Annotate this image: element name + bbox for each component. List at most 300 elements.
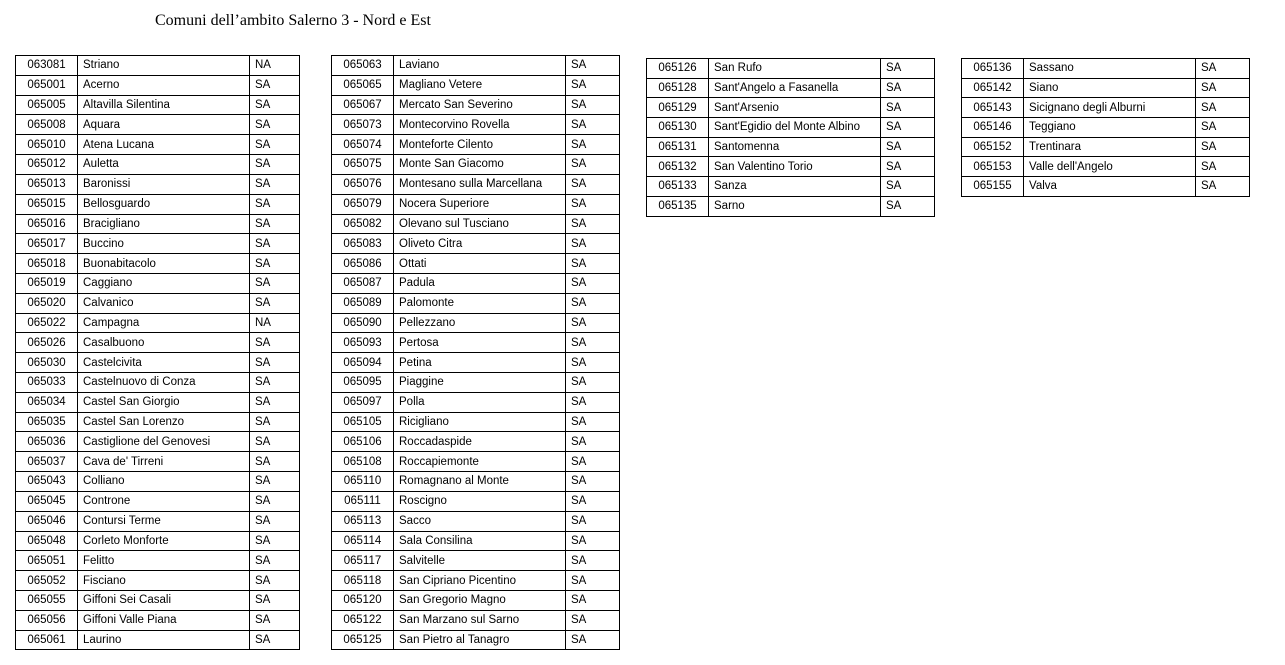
province-cell: NA bbox=[250, 313, 300, 333]
table-row bbox=[16, 590, 300, 610]
municipality-name-cell: Castiglione del Genovesi bbox=[78, 432, 250, 452]
province-cell: SA bbox=[881, 137, 935, 157]
table-row bbox=[16, 531, 300, 551]
table-row bbox=[16, 313, 300, 333]
municipality-name-cell: Santomenna bbox=[709, 137, 881, 157]
istat-code-cell: 065153 bbox=[962, 157, 1024, 177]
table-row bbox=[16, 412, 300, 432]
province-cell: SA bbox=[250, 353, 300, 373]
province-cell: SA bbox=[1196, 78, 1250, 98]
municipality-name-cell: Sanza bbox=[709, 177, 881, 197]
istat-code-cell: 065061 bbox=[16, 630, 78, 650]
province-cell: SA bbox=[566, 472, 620, 492]
istat-code-cell: 065120 bbox=[332, 590, 394, 610]
table-row bbox=[962, 177, 1250, 197]
province-cell: SA bbox=[566, 432, 620, 452]
table-row bbox=[332, 155, 620, 175]
province-cell: SA bbox=[250, 174, 300, 194]
istat-code-cell: 065056 bbox=[16, 610, 78, 630]
table-row bbox=[16, 75, 300, 95]
province-cell: SA bbox=[881, 78, 935, 98]
istat-code-cell: 065128 bbox=[647, 78, 709, 98]
istat-code-cell: 065026 bbox=[16, 333, 78, 353]
province-cell: SA bbox=[250, 491, 300, 511]
province-cell: SA bbox=[566, 491, 620, 511]
province-cell: SA bbox=[250, 234, 300, 254]
istat-code-cell: 065035 bbox=[16, 412, 78, 432]
municipality-name-cell: Polla bbox=[394, 392, 566, 412]
municipalities-table-4 bbox=[961, 58, 1250, 197]
table-row bbox=[647, 59, 935, 79]
province-cell: SA bbox=[250, 333, 300, 353]
municipality-name-cell: Ottati bbox=[394, 254, 566, 274]
municipality-name-cell: Sant'Egidio del Monte Albino bbox=[709, 118, 881, 138]
municipalities-table-2 bbox=[331, 55, 620, 650]
province-cell: SA bbox=[566, 56, 620, 76]
municipality-name-cell: Montecorvino Rovella bbox=[394, 115, 566, 135]
table-row bbox=[332, 56, 620, 76]
municipality-name-cell: Auletta bbox=[78, 155, 250, 175]
municipality-name-cell: Nocera Superiore bbox=[394, 194, 566, 214]
table-row bbox=[332, 214, 620, 234]
municipality-name-cell: Pellezzano bbox=[394, 313, 566, 333]
table-row bbox=[332, 174, 620, 194]
table-row bbox=[332, 254, 620, 274]
province-cell: SA bbox=[250, 135, 300, 155]
table-row bbox=[332, 590, 620, 610]
istat-code-cell: 065143 bbox=[962, 98, 1024, 118]
municipality-name-cell: Giffoni Sei Casali bbox=[78, 590, 250, 610]
istat-code-cell: 065016 bbox=[16, 214, 78, 234]
table-row bbox=[16, 353, 300, 373]
municipality-name-cell: Romagnano al Monte bbox=[394, 472, 566, 492]
table-row bbox=[16, 56, 300, 76]
table-row bbox=[962, 78, 1250, 98]
table-row bbox=[647, 157, 935, 177]
istat-code-cell: 065152 bbox=[962, 137, 1024, 157]
province-cell: SA bbox=[881, 196, 935, 216]
table-row bbox=[16, 551, 300, 571]
table-row bbox=[16, 115, 300, 135]
istat-code-cell: 065118 bbox=[332, 571, 394, 591]
istat-code-cell: 065097 bbox=[332, 392, 394, 412]
province-cell: SA bbox=[250, 412, 300, 432]
municipality-name-cell: Sassano bbox=[1024, 59, 1196, 79]
table-row bbox=[16, 630, 300, 650]
table-row bbox=[16, 155, 300, 175]
municipality-name-cell: Montesano sulla Marcellana bbox=[394, 174, 566, 194]
istat-code-cell: 065113 bbox=[332, 511, 394, 531]
istat-code-cell: 065046 bbox=[16, 511, 78, 531]
province-cell: SA bbox=[250, 293, 300, 313]
municipality-name-cell: Sicignano degli Alburni bbox=[1024, 98, 1196, 118]
table-row bbox=[332, 610, 620, 630]
istat-code-cell: 065136 bbox=[962, 59, 1024, 79]
municipality-name-cell: Felitto bbox=[78, 551, 250, 571]
province-cell: NA bbox=[250, 56, 300, 76]
istat-code-cell: 065065 bbox=[332, 75, 394, 95]
istat-code-cell: 065013 bbox=[16, 174, 78, 194]
istat-code-cell: 065106 bbox=[332, 432, 394, 452]
province-cell: SA bbox=[566, 194, 620, 214]
province-cell: SA bbox=[566, 412, 620, 432]
table-row bbox=[16, 472, 300, 492]
table-row bbox=[16, 95, 300, 115]
municipality-name-cell: Sala Consilina bbox=[394, 531, 566, 551]
municipality-name-cell: Bracigliano bbox=[78, 214, 250, 234]
table-row bbox=[332, 531, 620, 551]
municipality-name-cell: Calvanico bbox=[78, 293, 250, 313]
municipality-name-cell: Padula bbox=[394, 273, 566, 293]
municipality-name-cell: Roscigno bbox=[394, 491, 566, 511]
province-cell: SA bbox=[1196, 137, 1250, 157]
municipality-name-cell: Monteforte Cilento bbox=[394, 135, 566, 155]
table-row bbox=[332, 313, 620, 333]
province-cell: SA bbox=[1196, 118, 1250, 138]
municipality-name-cell: Sarno bbox=[709, 196, 881, 216]
municipality-name-cell: Cava de' Tirreni bbox=[78, 452, 250, 472]
province-cell: SA bbox=[250, 590, 300, 610]
municipality-name-cell: Salvitelle bbox=[394, 551, 566, 571]
municipality-name-cell: Mercato San Severino bbox=[394, 95, 566, 115]
province-cell: SA bbox=[250, 214, 300, 234]
istat-code-cell: 065131 bbox=[647, 137, 709, 157]
municipality-name-cell: Colliano bbox=[78, 472, 250, 492]
municipality-name-cell: San Gregorio Magno bbox=[394, 590, 566, 610]
istat-code-cell: 063081 bbox=[16, 56, 78, 76]
table-row bbox=[332, 551, 620, 571]
municipalities-table-1 bbox=[15, 55, 300, 650]
municipality-name-cell: Casalbuono bbox=[78, 333, 250, 353]
table-row bbox=[16, 571, 300, 591]
istat-code-cell: 065082 bbox=[332, 214, 394, 234]
table-row bbox=[16, 293, 300, 313]
table-row bbox=[16, 214, 300, 234]
istat-code-cell: 065033 bbox=[16, 373, 78, 393]
istat-code-cell: 065005 bbox=[16, 95, 78, 115]
istat-code-cell: 065008 bbox=[16, 115, 78, 135]
table-row bbox=[16, 432, 300, 452]
table-row bbox=[332, 452, 620, 472]
province-cell: SA bbox=[566, 353, 620, 373]
province-cell: SA bbox=[566, 95, 620, 115]
table-row bbox=[332, 95, 620, 115]
istat-code-cell: 065079 bbox=[332, 194, 394, 214]
table-row bbox=[16, 452, 300, 472]
table-row bbox=[332, 115, 620, 135]
table-row bbox=[16, 234, 300, 254]
province-cell: SA bbox=[566, 333, 620, 353]
istat-code-cell: 065043 bbox=[16, 472, 78, 492]
table-row bbox=[332, 412, 620, 432]
istat-code-cell: 065010 bbox=[16, 135, 78, 155]
municipality-name-cell: San Valentino Torio bbox=[709, 157, 881, 177]
table-row bbox=[16, 511, 300, 531]
province-cell: SA bbox=[881, 59, 935, 79]
istat-code-cell: 065114 bbox=[332, 531, 394, 551]
province-cell: SA bbox=[566, 234, 620, 254]
municipality-name-cell: Contursi Terme bbox=[78, 511, 250, 531]
municipality-name-cell: Sacco bbox=[394, 511, 566, 531]
province-cell: SA bbox=[250, 452, 300, 472]
istat-code-cell: 065012 bbox=[16, 155, 78, 175]
municipality-name-cell: San Cipriano Picentino bbox=[394, 571, 566, 591]
istat-code-cell: 065076 bbox=[332, 174, 394, 194]
istat-code-cell: 065093 bbox=[332, 333, 394, 353]
istat-code-cell: 065126 bbox=[647, 59, 709, 79]
province-cell: SA bbox=[1196, 98, 1250, 118]
municipality-name-cell: Teggiano bbox=[1024, 118, 1196, 138]
istat-code-cell: 065018 bbox=[16, 254, 78, 274]
municipality-name-cell: Laviano bbox=[394, 56, 566, 76]
table-row bbox=[647, 137, 935, 157]
province-cell: SA bbox=[250, 95, 300, 115]
province-cell: SA bbox=[566, 452, 620, 472]
municipality-name-cell: Valva bbox=[1024, 177, 1196, 197]
municipality-name-cell: Roccapiemonte bbox=[394, 452, 566, 472]
province-cell: SA bbox=[881, 177, 935, 197]
province-cell: SA bbox=[1196, 157, 1250, 177]
province-cell: SA bbox=[250, 373, 300, 393]
istat-code-cell: 065034 bbox=[16, 392, 78, 412]
table-row bbox=[647, 196, 935, 216]
table-row bbox=[16, 254, 300, 274]
table-row bbox=[332, 392, 620, 412]
municipality-name-cell: Acerno bbox=[78, 75, 250, 95]
municipality-name-cell: Bellosguardo bbox=[78, 194, 250, 214]
province-cell: SA bbox=[250, 551, 300, 571]
province-cell: SA bbox=[566, 392, 620, 412]
province-cell: SA bbox=[250, 115, 300, 135]
province-cell: SA bbox=[881, 118, 935, 138]
istat-code-cell: 065052 bbox=[16, 571, 78, 591]
istat-code-cell: 065125 bbox=[332, 630, 394, 650]
table-row bbox=[16, 194, 300, 214]
table-row bbox=[332, 135, 620, 155]
province-cell: SA bbox=[250, 75, 300, 95]
table-row bbox=[332, 333, 620, 353]
province-cell: SA bbox=[566, 75, 620, 95]
istat-code-cell: 065135 bbox=[647, 196, 709, 216]
province-cell: SA bbox=[566, 610, 620, 630]
municipality-name-cell: San Pietro al Tanagro bbox=[394, 630, 566, 650]
table-row bbox=[16, 333, 300, 353]
istat-code-cell: 065073 bbox=[332, 115, 394, 135]
province-cell: SA bbox=[566, 135, 620, 155]
istat-code-cell: 065094 bbox=[332, 353, 394, 373]
istat-code-cell: 065022 bbox=[16, 313, 78, 333]
table-row bbox=[332, 472, 620, 492]
province-cell: SA bbox=[566, 373, 620, 393]
municipality-name-cell: Sant'Arsenio bbox=[709, 98, 881, 118]
istat-code-cell: 065037 bbox=[16, 452, 78, 472]
province-cell: SA bbox=[881, 98, 935, 118]
province-cell: SA bbox=[1196, 177, 1250, 197]
municipality-name-cell: Ricigliano bbox=[394, 412, 566, 432]
istat-code-cell: 065017 bbox=[16, 234, 78, 254]
municipality-name-cell: Petina bbox=[394, 353, 566, 373]
istat-code-cell: 065087 bbox=[332, 273, 394, 293]
istat-code-cell: 065083 bbox=[332, 234, 394, 254]
municipality-name-cell: Striano bbox=[78, 56, 250, 76]
istat-code-cell: 065015 bbox=[16, 194, 78, 214]
table-row bbox=[332, 571, 620, 591]
municipality-name-cell: Laurino bbox=[78, 630, 250, 650]
municipality-name-cell: Controne bbox=[78, 491, 250, 511]
province-cell: SA bbox=[250, 531, 300, 551]
municipalities-table-3 bbox=[646, 58, 935, 217]
istat-code-cell: 065055 bbox=[16, 590, 78, 610]
province-cell: SA bbox=[566, 571, 620, 591]
province-cell: SA bbox=[250, 155, 300, 175]
municipality-name-cell: Siano bbox=[1024, 78, 1196, 98]
province-cell: SA bbox=[566, 254, 620, 274]
table-row bbox=[332, 373, 620, 393]
table-row bbox=[647, 118, 935, 138]
table-row bbox=[16, 174, 300, 194]
istat-code-cell: 065110 bbox=[332, 472, 394, 492]
municipality-name-cell: Castelcivita bbox=[78, 353, 250, 373]
table-row bbox=[332, 491, 620, 511]
province-cell: SA bbox=[566, 511, 620, 531]
municipality-name-cell: Buccino bbox=[78, 234, 250, 254]
istat-code-cell: 065089 bbox=[332, 293, 394, 313]
istat-code-cell: 065030 bbox=[16, 353, 78, 373]
istat-code-cell: 065086 bbox=[332, 254, 394, 274]
table-row bbox=[16, 491, 300, 511]
municipality-name-cell: Sant'Angelo a Fasanella bbox=[709, 78, 881, 98]
table-row bbox=[332, 234, 620, 254]
table-row bbox=[16, 273, 300, 293]
municipality-name-cell: Aquara bbox=[78, 115, 250, 135]
municipality-name-cell: Buonabitacolo bbox=[78, 254, 250, 274]
municipality-name-cell: Olevano sul Tusciano bbox=[394, 214, 566, 234]
province-cell: SA bbox=[250, 472, 300, 492]
municipality-name-cell: Castel San Lorenzo bbox=[78, 412, 250, 432]
table-row bbox=[332, 273, 620, 293]
table-row bbox=[962, 59, 1250, 79]
municipality-name-cell: Magliano Vetere bbox=[394, 75, 566, 95]
table-row bbox=[332, 630, 620, 650]
municipality-name-cell: San Rufo bbox=[709, 59, 881, 79]
istat-code-cell: 065045 bbox=[16, 491, 78, 511]
municipality-name-cell: Valle dell'Angelo bbox=[1024, 157, 1196, 177]
table-row bbox=[332, 353, 620, 373]
province-cell: SA bbox=[250, 194, 300, 214]
province-cell: SA bbox=[566, 174, 620, 194]
istat-code-cell: 065142 bbox=[962, 78, 1024, 98]
table-row bbox=[332, 293, 620, 313]
province-cell: SA bbox=[566, 551, 620, 571]
province-cell: SA bbox=[566, 214, 620, 234]
table-row bbox=[332, 75, 620, 95]
province-cell: SA bbox=[1196, 59, 1250, 79]
istat-code-cell: 065132 bbox=[647, 157, 709, 177]
istat-code-cell: 065048 bbox=[16, 531, 78, 551]
table-row bbox=[332, 194, 620, 214]
table-row bbox=[647, 78, 935, 98]
istat-code-cell: 065075 bbox=[332, 155, 394, 175]
municipality-name-cell: Fisciano bbox=[78, 571, 250, 591]
istat-code-cell: 065105 bbox=[332, 412, 394, 432]
istat-code-cell: 065019 bbox=[16, 273, 78, 293]
municipality-name-cell: Castel San Giorgio bbox=[78, 392, 250, 412]
table-row bbox=[962, 98, 1250, 118]
table-row bbox=[16, 610, 300, 630]
istat-code-cell: 065051 bbox=[16, 551, 78, 571]
istat-code-cell: 065095 bbox=[332, 373, 394, 393]
istat-code-cell: 065108 bbox=[332, 452, 394, 472]
province-cell: SA bbox=[566, 630, 620, 650]
municipality-name-cell: Caggiano bbox=[78, 273, 250, 293]
istat-code-cell: 065036 bbox=[16, 432, 78, 452]
province-cell: SA bbox=[250, 432, 300, 452]
province-cell: SA bbox=[566, 531, 620, 551]
istat-code-cell: 065133 bbox=[647, 177, 709, 197]
province-cell: SA bbox=[566, 155, 620, 175]
istat-code-cell: 065020 bbox=[16, 293, 78, 313]
municipality-name-cell: Altavilla Silentina bbox=[78, 95, 250, 115]
province-cell: SA bbox=[566, 115, 620, 135]
municipality-name-cell: San Marzano sul Sarno bbox=[394, 610, 566, 630]
table-row bbox=[962, 137, 1250, 157]
province-cell: SA bbox=[566, 590, 620, 610]
istat-code-cell: 065155 bbox=[962, 177, 1024, 197]
istat-code-cell: 065130 bbox=[647, 118, 709, 138]
province-cell: SA bbox=[250, 571, 300, 591]
province-cell: SA bbox=[881, 157, 935, 177]
istat-code-cell: 065129 bbox=[647, 98, 709, 118]
province-cell: SA bbox=[250, 511, 300, 531]
table-row bbox=[962, 118, 1250, 138]
municipality-name-cell: Palomonte bbox=[394, 293, 566, 313]
table-row bbox=[332, 511, 620, 531]
province-cell: SA bbox=[566, 313, 620, 333]
istat-code-cell: 065111 bbox=[332, 491, 394, 511]
municipality-name-cell: Campagna bbox=[78, 313, 250, 333]
municipality-name-cell: Trentinara bbox=[1024, 137, 1196, 157]
table-row bbox=[647, 177, 935, 197]
table-row bbox=[962, 157, 1250, 177]
municipality-name-cell: Corleto Monforte bbox=[78, 531, 250, 551]
table-row bbox=[16, 373, 300, 393]
istat-code-cell: 065122 bbox=[332, 610, 394, 630]
province-cell: SA bbox=[250, 610, 300, 630]
table-row bbox=[647, 98, 935, 118]
istat-code-cell: 065074 bbox=[332, 135, 394, 155]
province-cell: SA bbox=[250, 273, 300, 293]
istat-code-cell: 065063 bbox=[332, 56, 394, 76]
municipality-name-cell: Baronissi bbox=[78, 174, 250, 194]
municipality-name-cell: Roccadaspide bbox=[394, 432, 566, 452]
municipality-name-cell: Oliveto Citra bbox=[394, 234, 566, 254]
province-cell: SA bbox=[566, 293, 620, 313]
municipality-name-cell: Piaggine bbox=[394, 373, 566, 393]
municipality-name-cell: Pertosa bbox=[394, 333, 566, 353]
municipality-name-cell: Atena Lucana bbox=[78, 135, 250, 155]
province-cell: SA bbox=[566, 273, 620, 293]
document-title: Comuni dell’ambito Salerno 3 - Nord e Est bbox=[155, 12, 431, 29]
municipality-name-cell: Castelnuovo di Conza bbox=[78, 373, 250, 393]
municipality-name-cell: Giffoni Valle Piana bbox=[78, 610, 250, 630]
table-row bbox=[332, 432, 620, 452]
table-row bbox=[16, 392, 300, 412]
istat-code-cell: 065146 bbox=[962, 118, 1024, 138]
istat-code-cell: 065117 bbox=[332, 551, 394, 571]
istat-code-cell: 065090 bbox=[332, 313, 394, 333]
province-cell: SA bbox=[250, 630, 300, 650]
municipality-name-cell: Monte San Giacomo bbox=[394, 155, 566, 175]
